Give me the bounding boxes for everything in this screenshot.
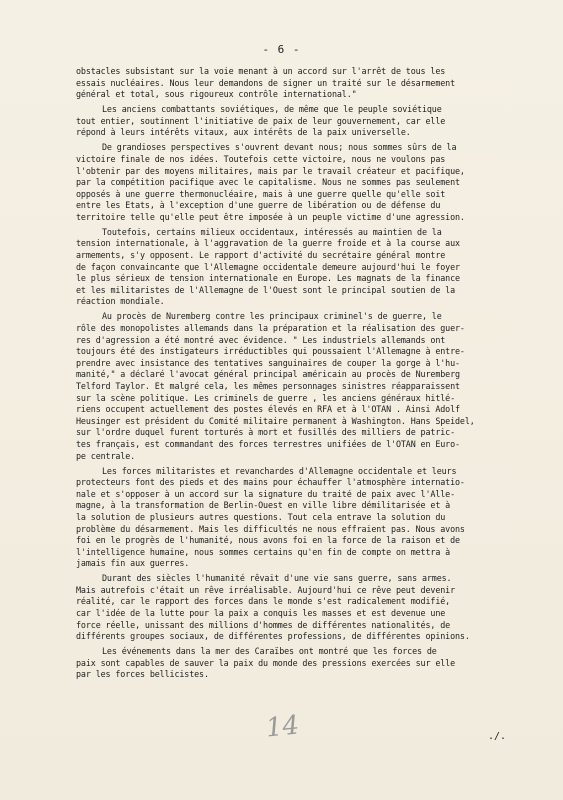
text-line: tension internationale, à l'aggravation de la guerre froide et à la course aux: [76, 238, 460, 249]
text-line: sur la scène politique. Les criminels de guerre , les anciens généraux hitlé-: [76, 392, 456, 403]
text-line: Les événements dans la mer des Caraïbes ont montré que les forces de: [102, 646, 437, 657]
text-line: problème du désarmement. Mais les difficultés ne nous effraient pas. Nous avons: [76, 523, 465, 534]
text-line: et les militaristes de l'Allemagne de l'Ouest sont le principal soutien de la: [76, 284, 456, 295]
text-line: Les anciens combattants soviétiques, de même que le peuple soviétique: [102, 104, 442, 115]
text-line: riens occupent actuellement des postes élevés en RFA et à l'OTAN . Ainsi Adolf: [76, 404, 460, 415]
text-line: Au procès de Nuremberg contre les principaux criminel's de guerre, le: [102, 311, 442, 322]
text-line: paix sont capables de sauver la paix du monde des pressions exercées sur elle: [76, 657, 456, 668]
text-line: protecteurs font des pieds et des mains pour échauffer l'atmosphère internatio-: [76, 477, 465, 488]
text-line: car l'idée de la lutte pour la paix a conquis les masses et est devenue une: [76, 608, 446, 619]
text-line: entre les Etats, à l'exception d'une guerre de libération ou de défense du: [76, 200, 441, 211]
continuation-mark: ./.: [488, 731, 507, 742]
text-line: nale et s'opposer à un accord sur la signature du traité de paix avec l'Alle-: [76, 488, 456, 499]
text-line: différents groupes sociaux, de différentes professions, de différentes opinions.: [76, 631, 470, 642]
text-line: toujours été des instigateurs irréductibles qui poussaient l'Allemagne à entre-: [76, 346, 465, 357]
text-line: sur l'ordre duquel furent torturés à mort et fusillés des milliers de patric-: [76, 427, 456, 438]
text-line: armements, s'y opposent. Le rapport d'activité du secrétaire général montre: [76, 250, 446, 261]
text-line: la solution de plusieurs autres questions. Tout cela entrave la solution du: [76, 511, 446, 522]
pencil-annotation: 14: [264, 710, 301, 744]
text-line: général et total, sous rigoureux contrôle international.": [76, 89, 357, 100]
text-line: Telford Taylor. Et malgré cela, les mêmes personnages sinistres réapparaissent: [76, 381, 460, 391]
paragraph: [76, 142, 512, 223]
text-line: par la compétition pacifique avec le capitalisme. Nous ne sommes pas seulement: [76, 177, 460, 188]
body-text: [76, 66, 512, 684]
text-line: pe centrale.: [76, 450, 136, 461]
text-line: tes français, est commandant des forces terrestres unifiées de l'OTAN en Euro-: [76, 438, 460, 449]
text-line: foi en le progrès de l'humanité, nous avons foi en la force de la raison et de: [76, 535, 460, 546]
paragraph: [76, 646, 512, 681]
text-line: tout entier, soutinnent l'initiative de paix de leur gouvernement, car elle: [76, 115, 446, 126]
text-line: prendre avec insistance des tentatives sanguinaires de couper la gorge à l'hu-: [76, 357, 460, 368]
paragraph: [76, 573, 512, 643]
text-line: victoire finale de nos idées. Toutefois cette victoire, nous ne voulons pas: [76, 153, 446, 164]
text-line: l'obtenir par des moyens militaires, mais par le travail créateur et pacifique,: [76, 165, 465, 176]
text-line: rôle des monopolistes allemands dans la préparation et la réalisation des guer-: [76, 323, 465, 334]
text-line: Heusinger est président du Comité militaire permanent à Washington. Hans Speidel,: [76, 415, 475, 426]
text-line: Les forces militaristes et revanchardes d'Allemagne occidentale et leurs: [102, 465, 457, 476]
text-line: essais nucléaires. Nous leur demandons de signer un traité sur le désarmement: [76, 77, 456, 88]
paragraph: [76, 466, 512, 570]
text-line: réaction mondiale.: [76, 296, 165, 307]
text-line: De grandioses perspectives s'ouvrent devant nous; nous sommes sûrs de la: [102, 142, 457, 153]
page-number: - 6 -: [262, 43, 301, 56]
text-line: res d'agression a été montré avec évidence. " Les industriels allemands ont: [76, 334, 446, 345]
paragraph: [76, 311, 512, 462]
text-line: l'intelligence humaine, nous sommes certains qu'en fin de compte on mettra à: [76, 546, 451, 557]
text-line: manité," a déclaré l'avocat général principal américain au procès de Nuremberg: [76, 369, 460, 380]
text-line: Toutefois, certains milieux occidentaux, intéressés au maintien de la: [102, 226, 442, 237]
text-line: par les forces bellicistes.: [76, 669, 209, 680]
text-line: territoire telle qu'elle peut être imposée à un peuple victime d'une agression.: [76, 211, 465, 222]
text-line: magne, à la transformation de Berlin-Ouest en ville libre démilitarisée et à: [76, 500, 451, 511]
text-line: répond à leurs intérêts vitaux, aux intérêts de la paix universelle.: [76, 127, 411, 138]
text-line: obstacles subsistant sur la voie menant à un accord sur l'arrêt de tous les: [76, 66, 446, 76]
text-line: jamais fin aux guerres.: [76, 558, 190, 569]
text-line: opposés à une guerre thermonucléaire, mais à une guerre quelle qu'elle soit: [76, 188, 446, 199]
paragraph: [76, 66, 512, 101]
text-line: Mais autrefois c'était un rêve irréalisable. Aujourd'hui ce rêve peut devenir: [76, 584, 456, 595]
text-line: de façon convaincante que l'Allemagne occidentale demeure aujourd'hui le foyer: [76, 261, 460, 272]
text-line: Durant des siècles l'humanité rêvait d'une vie sans guerre, sans armes.: [102, 573, 452, 584]
text-line: réalité, car le rapport des forces dans le monde s'est radicalement modifié,: [76, 596, 451, 607]
text-line: force réelle, unissant des millions d'hommes de différentes nationalités, de: [76, 619, 451, 630]
paragraph: [76, 227, 512, 308]
paragraph: [76, 104, 512, 139]
text-line: le plus sérieux de tension internationale en Europe. Les magnats de la finance: [76, 273, 460, 284]
